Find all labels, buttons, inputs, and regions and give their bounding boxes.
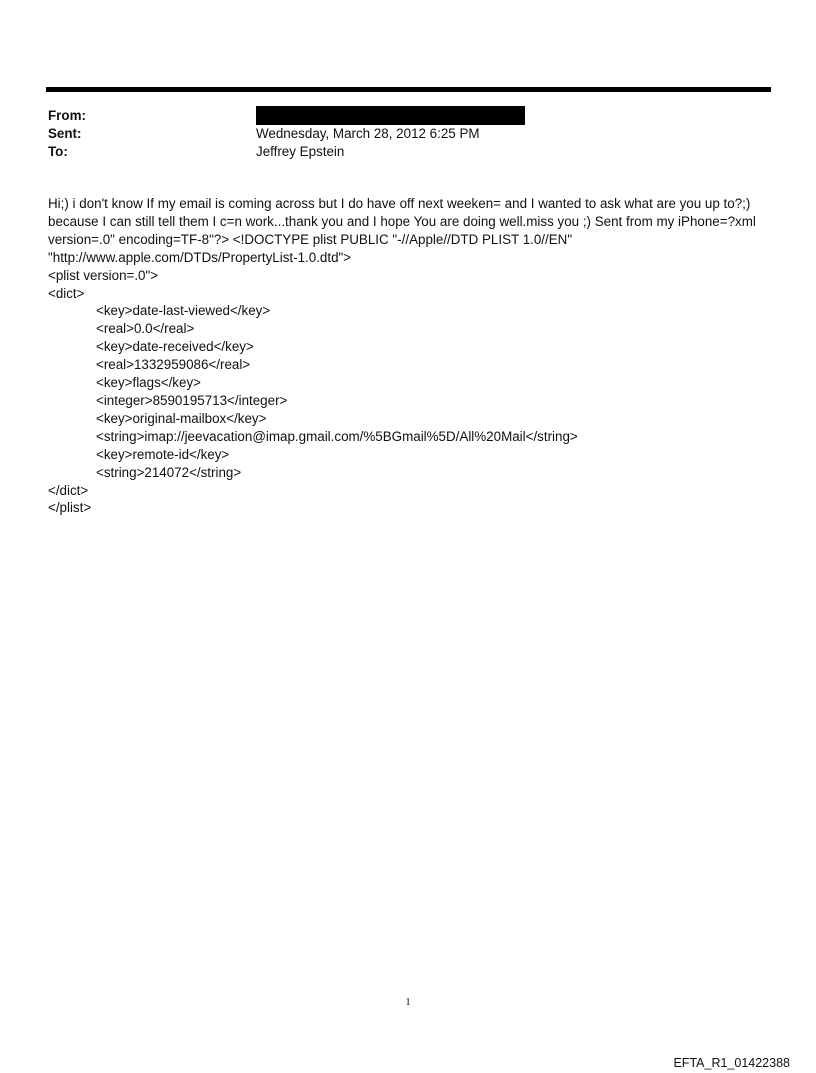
plist-open-line: <plist version=.0"> bbox=[48, 267, 159, 283]
body-paragraph: Hi;) i don't know If my email is coming across but I do have off next weeken= and I wanted to ask what are you up to?;) because I can still tell them I c=n work...thank you and I hope You are doing well.miss you ;) Sent from my iPhone=?xml version=.0" encoding=TF-8"?> <!DOCTYPE plist PUBLIC "-//Apple//DTD PLIST 1.0//EN" "http://www.apple.com/DTDs/PropertyList-1.0.dtd"> bbox=[48, 196, 756, 265]
dict-line: <key>original-mailbox</key> bbox=[96, 410, 267, 426]
dict-line: <key>flags</key> bbox=[96, 375, 201, 391]
dict-open-line: <dict> bbox=[48, 285, 85, 301]
dict-line: <integer>8590195713</integer> bbox=[96, 392, 288, 408]
plist-close-line: </plist> bbox=[48, 500, 92, 516]
dict-line: <key>remote-id</key> bbox=[96, 446, 230, 462]
dict-line: <real>0.0</real> bbox=[96, 321, 195, 337]
redaction-block bbox=[256, 106, 525, 125]
sent-label: Sent: bbox=[48, 126, 82, 142]
dict-line: <real>1332959086</real> bbox=[96, 357, 251, 373]
to-row bbox=[48, 143, 748, 161]
dict-line: <string>214072</string> bbox=[96, 464, 242, 480]
sent-row bbox=[48, 125, 748, 143]
sent-value: Wednesday, March 28, 2012 6:25 PM bbox=[256, 126, 480, 142]
header-divider bbox=[46, 87, 771, 92]
from-label: From: bbox=[48, 108, 86, 123]
to-label: To: bbox=[48, 144, 68, 160]
from-value bbox=[256, 107, 525, 125]
page-number: 1 bbox=[405, 996, 411, 1008]
dict-close-line: </dict> bbox=[48, 482, 89, 498]
from-row bbox=[48, 107, 748, 125]
bates-number: EFTA_R1_01422388 bbox=[673, 1056, 790, 1070]
email-body bbox=[48, 195, 764, 517]
email-header bbox=[48, 107, 748, 162]
dict-line: <string>imap://jeevacation@imap.gmail.com/%5BGmail%5D/All%20Mail</string> bbox=[96, 428, 578, 444]
dict-line: <key>date-last-viewed</key> bbox=[96, 303, 271, 319]
to-value: Jeffrey Epstein bbox=[256, 144, 345, 160]
dict-line: <key>date-received</key> bbox=[96, 339, 254, 355]
